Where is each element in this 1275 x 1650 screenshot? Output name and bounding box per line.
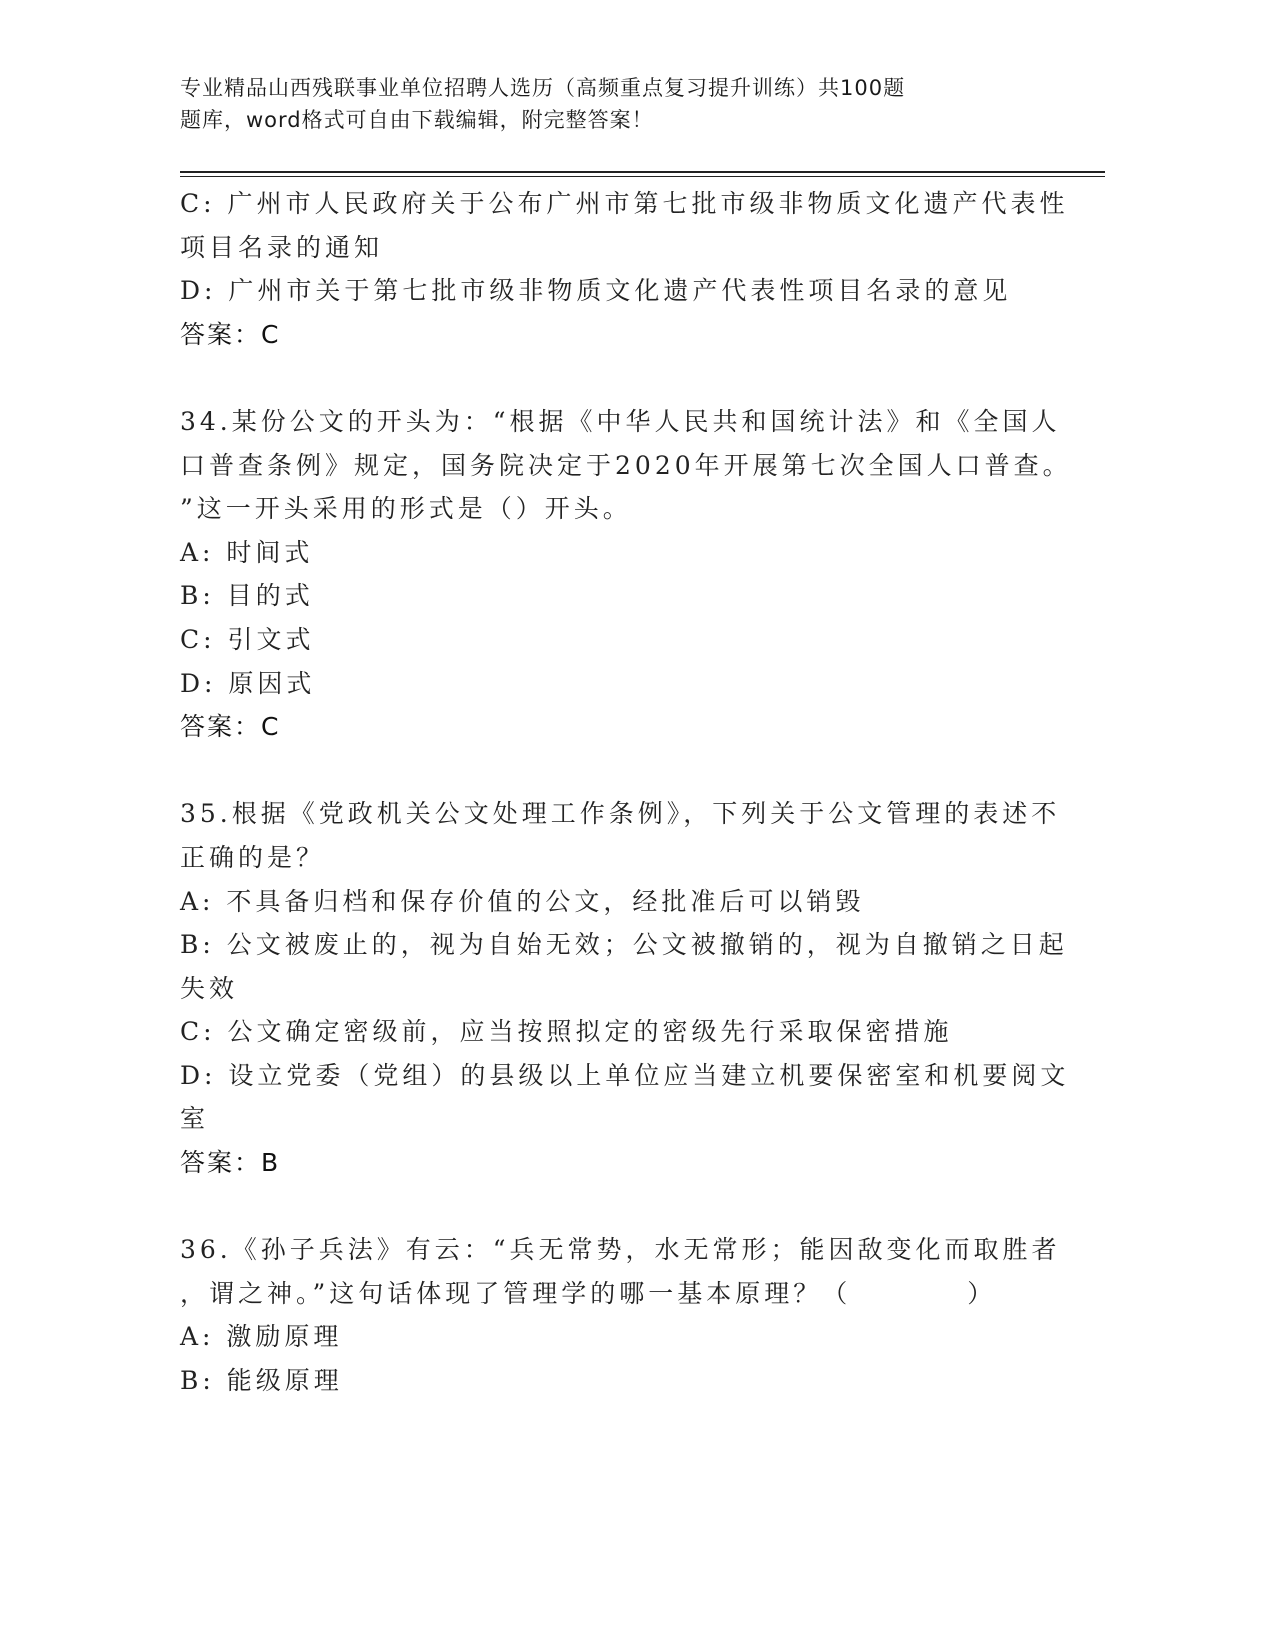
- spacer: [180, 1185, 1060, 1229]
- question-35: [180, 792, 1070, 1184]
- option-b: B: 目的式: [180, 581, 314, 611]
- question-stem: 35.根据《党政机关公文处理工作条例》，下列关于公文管理的表述不: [180, 799, 1061, 829]
- header-title-line-1: 专业精品山西残联事业单位招聘人选历（高频重点复习提升训练）共100题: [180, 76, 906, 100]
- question-stem: 36.《孙子兵法》有云：“兵无常势，水无常形；能因敌变化而取胜者: [180, 1235, 1061, 1265]
- header-divider-thin: [180, 176, 1105, 177]
- option-d-continued: 室: [180, 1104, 210, 1134]
- option-d: D: 设立党委（党组）的县级以上单位应当建立机要保密室和机要阅文: [180, 1060, 1070, 1090]
- option-b: B: 能级原理: [180, 1366, 343, 1396]
- question-stem: 34.某份公文的开头为：“根据《中华人民共和国统计法》和《全国人: [180, 406, 1061, 436]
- option-c: C: 广州市人民政府关于公布广州市第七批市级非物质文化遗产代表性: [180, 189, 1069, 218]
- option-c-continued: 项目名录的通知: [180, 232, 384, 262]
- option-d: D: 广州市关于第七批市级非物质文化遗产代表性项目名录的意见: [180, 276, 1012, 306]
- header-divider-thick: [180, 171, 1105, 173]
- option-c: C: 引文式: [180, 624, 315, 654]
- option-b-continued: 失效: [180, 973, 239, 1003]
- answer: 答案：C: [180, 319, 281, 349]
- question-stem-continued: ”这一开头采用的形式是（）开头。: [180, 494, 632, 524]
- spacer: [180, 356, 1060, 400]
- answer: 答案：C: [180, 712, 281, 742]
- option-b: B: 公文被废止的，视为自始无效；公文被撤销的，视为自撤销之日起: [180, 930, 1068, 960]
- option-d: D: 原因式: [180, 668, 316, 698]
- option-a: A: 激励原理: [180, 1322, 343, 1352]
- question-33: [180, 182, 1069, 356]
- document-header: [180, 72, 980, 136]
- spacer: [180, 749, 1060, 793]
- question-stem-continued: 正确的是？: [180, 842, 326, 872]
- option-a: A: 不具备归档和保存价值的公文，经批准后可以销毁: [180, 886, 865, 916]
- answer: 答案：B: [180, 1148, 281, 1178]
- header-title-line-2: 题库，word格式可自由下载编辑，附完整答案！: [180, 108, 654, 132]
- question-34: [180, 400, 1072, 749]
- option-c: C: 公文确定密级前，应当按照拟定的密级先行采取保密措施: [180, 1017, 953, 1047]
- option-a: A: 时间式: [180, 537, 314, 567]
- question-stem-continued: 口普查条例》规定，国务院决定于2020年开展第七次全国人口普查。: [180, 450, 1072, 480]
- question-content: [180, 182, 1072, 1403]
- question-36: [180, 1228, 1060, 1402]
- question-stem-continued: ，谓之神。”这句话体现了管理学的哪一基本原理？（ ）: [180, 1278, 997, 1308]
